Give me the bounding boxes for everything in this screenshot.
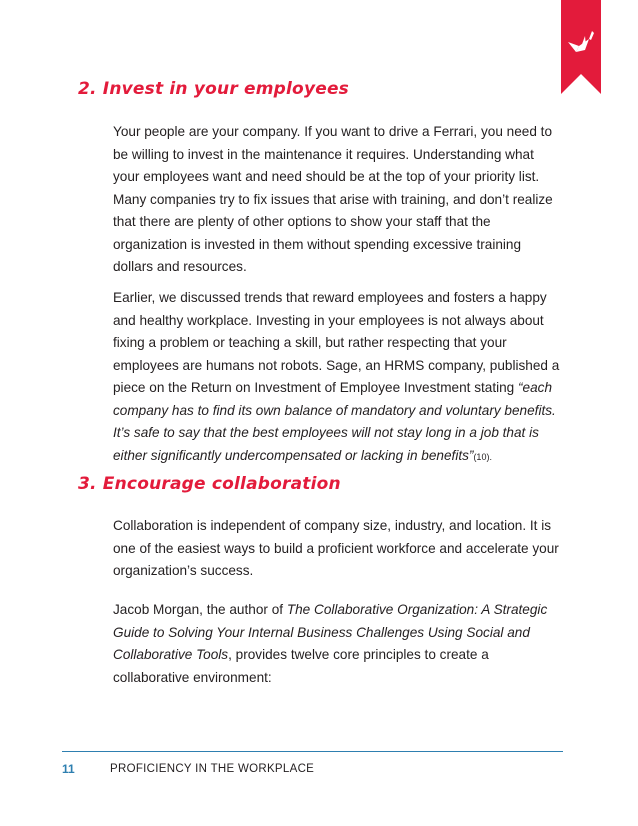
body-paragraph: Your people are your company. If you want to drive a Ferrari, you need to be willing to invest in the maintenance it requires. Understanding what your employees want and need should be at the top of your priority list. Many companies try to fix issues that arise with training, and don’t realize that there are plenty of other options to show your staff that the organization is invested in them without spending excessive training dollars and resources. [113, 124, 553, 274]
body-paragraph [113, 599, 563, 689]
quote-text: “each company has to find its own balance of mandatory and voluntary benefits. It’s safe to say that the best employees will not stay long in a job that is either significantly undercompensated or lacking in benefits” [113, 380, 556, 463]
bookmark-ribbon [561, 0, 601, 94]
page-number: 11 [62, 762, 75, 776]
citation-ref: (10). [473, 451, 492, 462]
footer-divider [62, 751, 563, 752]
section-heading-invest: 2. Invest in your employees [78, 79, 349, 99]
footer-title: PROFICIENCY IN THE WORKPLACE [110, 763, 315, 775]
paragraph-text: Earlier, we discussed trends that reward employees and fosters a happy and healthy workplace. Investing in your employees is not always about fixing a problem or teaching a skill, but rather respecting that your employees are humans not robots. Sage, an HRMS company, published a piece on the Return on Investment of Employee Investment stating [113, 290, 560, 395]
body-paragraph [113, 287, 563, 468]
section-heading-collaboration: 3. Encourage collaboration [78, 474, 341, 494]
body-paragraph: Collaboration is independent of company size, industry, and location. It is one of the easiest ways to build a proficient workforce and accelerate your organization’s success. [113, 518, 559, 578]
paragraph-text: , provides twelve core principles to create a collaborative environment: [113, 647, 489, 685]
paragraph-text: Jacob Morgan, the author of [113, 602, 287, 617]
book-title: The Collaborative Organization: A Strategic Guide to Solving Your Internal Business Challenges Using Social and Collaborative Tools [113, 602, 548, 662]
